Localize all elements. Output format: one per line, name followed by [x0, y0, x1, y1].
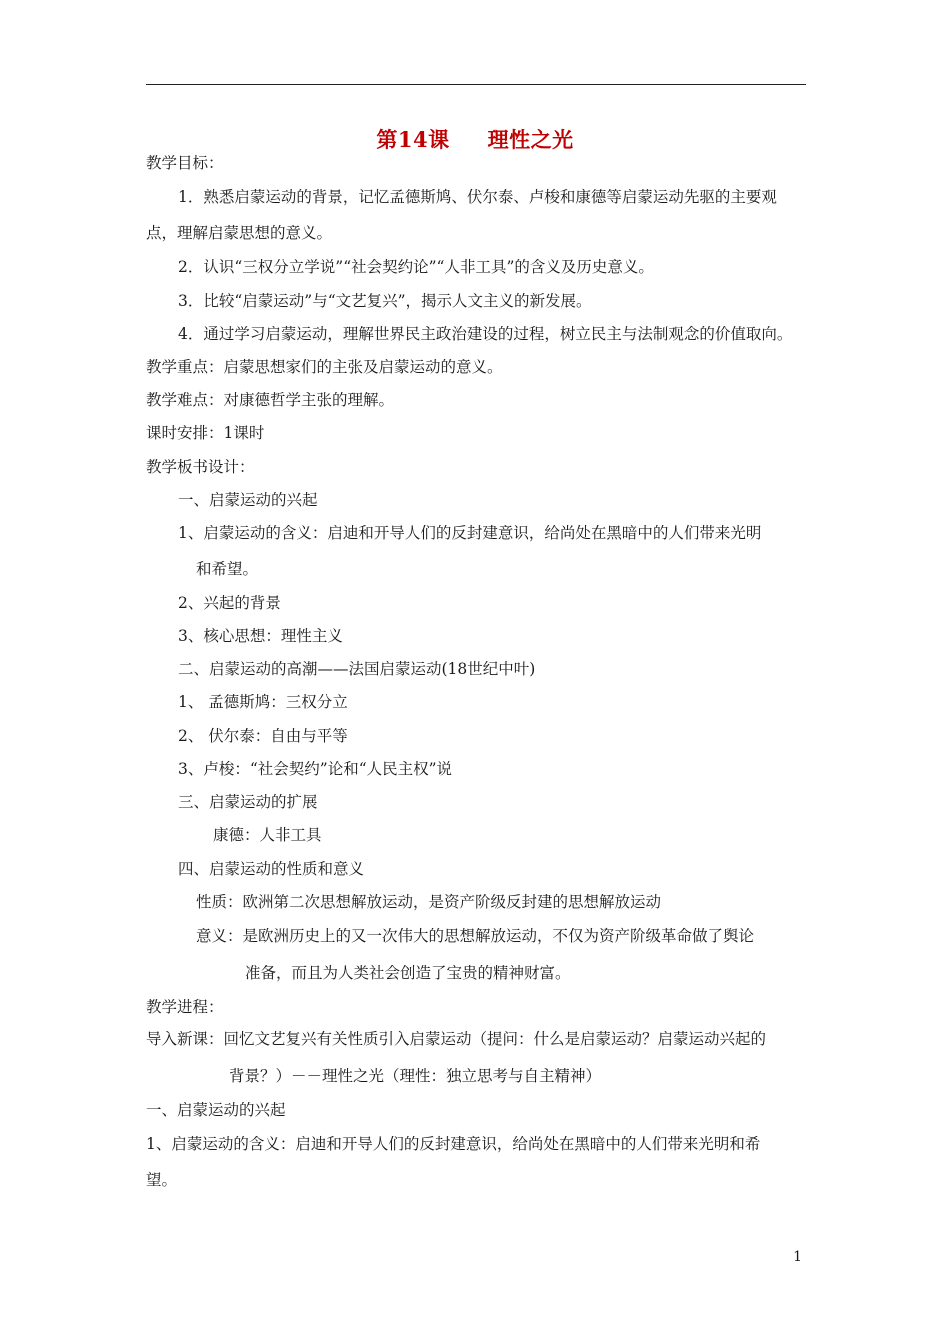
process-heading: 教学进程： — [146, 998, 224, 1016]
process-intro-line-1: 导入新课：回忆文艺复兴有关性质引入启蒙运动（提问：什么是启蒙运动？启蒙运动兴起的 — [146, 1030, 767, 1048]
board-heading: 教学板书设计： — [146, 458, 255, 476]
board-section-1-item-3: 3、核心思想：理性主义 — [178, 627, 343, 645]
key-point: 教学重点：启蒙思想家们的主张及启蒙运动的意义。 — [146, 358, 503, 376]
board-section-3-item-1: 康德：人非工具 — [213, 826, 322, 844]
objective-4: 4．通过学习启蒙运动，理解世界民主政治建设的过程，树立民主与法制观念的价值取向。 — [178, 325, 793, 343]
board-section-2-item-2: 2、 伏尔泰：自由与平等 — [178, 727, 348, 745]
board-section-4-meaning-line-2: 准备，而且为人类社会创造了宝贵的精神财富。 — [245, 964, 571, 982]
page-number: 1 — [793, 1249, 802, 1265]
process-section-1-item-1-line-1: 1、启蒙运动的含义：启迪和开导人们的反封建意识，给尚处在黑暗中的人们带来光明和希 — [146, 1135, 761, 1153]
board-section-4-nature: 性质：欧洲第二次思想解放运动，是资产阶级反封建的思想解放运动 — [196, 893, 662, 911]
board-section-1-item-1-line-1: 1、启蒙运动的含义：启迪和开导人们的反封建意识，给尚处在黑暗中的人们带来光明 — [178, 524, 762, 542]
difficulty: 教学难点：对康德哲学主张的理解。 — [146, 391, 395, 409]
board-section-3: 三、启蒙运动的扩展 — [178, 793, 318, 811]
board-section-1-item-2: 2、兴起的背景 — [178, 594, 281, 612]
process-intro-line-2: 背景？）－－理性之光（理性：独立思考与自主精神） — [229, 1067, 602, 1085]
board-section-1: 一、启蒙运动的兴起 — [178, 491, 318, 509]
page-title — [0, 124, 950, 154]
process-section-1-item-1-line-2: 望。 — [146, 1171, 178, 1189]
board-section-2-item-3: 3、卢梭：“社会契约”论和“人民主权”说 — [178, 760, 453, 778]
objective-3: 3．比较“启蒙运动”与“文艺复兴”，揭示人文主义的新发展。 — [178, 292, 592, 310]
board-section-4-meaning-line-1: 意义：是欧洲历史上的又一次伟大的思想解放运动，不仅为资产阶级革命做了舆论 — [196, 927, 755, 945]
header-rule — [146, 84, 806, 85]
schedule: 课时安排：1课时 — [146, 424, 265, 442]
lesson-number: 第14课 — [376, 127, 450, 152]
process-section-1: 一、启蒙运动的兴起 — [146, 1101, 286, 1119]
objective-1-line-2: 点，理解启蒙思想的意义。 — [146, 224, 333, 242]
board-section-2-item-1: 1、 孟德斯鸠：三权分立 — [178, 693, 348, 711]
objectives-heading: 教学目标： — [146, 154, 224, 172]
board-section-1-item-1-line-2: 和希望。 — [196, 560, 259, 578]
lesson-name: 理性之光 — [487, 127, 574, 152]
board-section-2: 二、启蒙运动的高潮——法国启蒙运动(18世纪中叶) — [178, 660, 536, 678]
board-section-4: 四、启蒙运动的性质和意义 — [178, 860, 365, 878]
objective-1-line-1: 1．熟悉启蒙运动的背景，记忆孟德斯鸠、伏尔泰、卢梭和康德等启蒙运动先驱的主要观 — [178, 188, 777, 206]
objective-2: 2．认识“三权分立学说”“社会契约论”“人非工具”的含义及历史意义。 — [178, 258, 654, 276]
